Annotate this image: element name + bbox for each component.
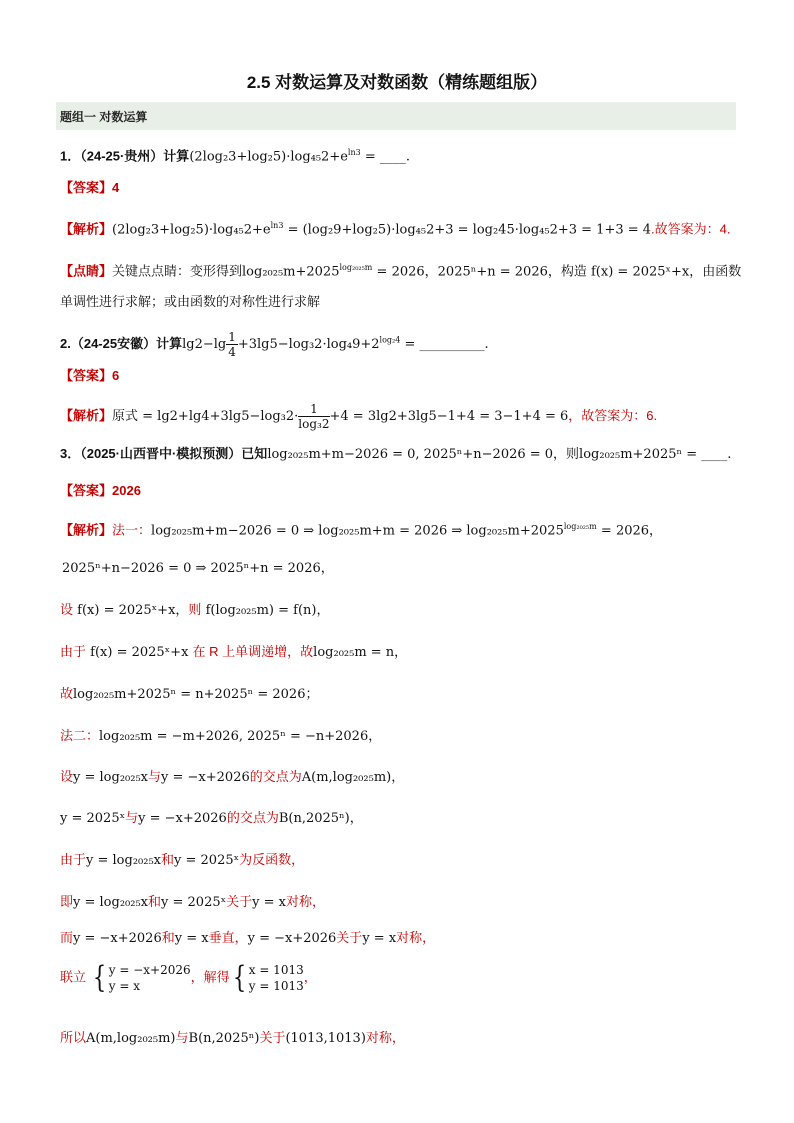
fraction-denominator: 4 — [228, 345, 236, 359]
analysis-3-method-1-line-2 — [62, 558, 334, 579]
m2-line-4-e: 为反函数， — [239, 852, 305, 867]
analysis-tag: 【解析】 — [60, 221, 113, 237]
m1-line-3-a: 设 — [60, 602, 74, 617]
question-2 — [60, 330, 489, 359]
comment-tag: 【点睛】 — [60, 263, 113, 279]
m2-line-2-a: 设 — [60, 769, 74, 784]
m2-line-8-f: (1013,1013) — [285, 1031, 366, 1046]
m2-line-3-a: y = 2025ˣ — [60, 811, 126, 826]
system-eq-2: y = x — [108, 979, 140, 993]
answer-tag: 【答案】 — [60, 483, 113, 498]
analysis-expr-a: 原式 = lg2+lg4+3lg5−log₃2· — [112, 408, 299, 424]
m2-line-5-f: y = x — [252, 895, 286, 910]
analysis-3-method-2-line-2 — [60, 767, 404, 788]
m2-line-3-d: 的交点为 — [226, 810, 279, 825]
m1-line-1: log₂₀₂₅m+m−2026 = 0 ⇒ log₂₀₂₅m+m = 2026 ⇒ log₂₀₂₅m+2025 — [151, 523, 564, 539]
answer-3 — [60, 481, 141, 501]
m2-line-4-b: y = log₂₀₂₅x — [86, 853, 162, 868]
m1-line-4-a: 由于 — [60, 644, 87, 659]
question-2-fraction — [226, 330, 238, 359]
fraction-numerator: 1 — [298, 402, 329, 417]
m2-line-6-h: y = x — [362, 931, 397, 946]
m2-line-4-c: 和 — [161, 852, 175, 867]
m2-line-6-e: 垂直， — [208, 930, 248, 945]
fraction-numerator: 1 — [228, 330, 236, 344]
answer-value: 6 — [112, 368, 120, 383]
m2-line-8-e: 关于 — [259, 1030, 286, 1045]
analysis-2 — [60, 402, 657, 431]
method-2-label: 法二： — [60, 728, 100, 743]
m1-line-1-end: = 2026， — [596, 523, 663, 539]
m1-line-1-exp: log₂₀₂₅m — [563, 522, 597, 531]
m2-line-3-b: 与 — [125, 810, 139, 825]
m2-line-3-c: y = −x+2026 — [138, 811, 227, 826]
analysis-1 — [60, 216, 731, 240]
system-brace: { — [92, 960, 106, 995]
m1-line-4-c: 在 R 上单调递增，故 — [192, 644, 314, 659]
answer-1 — [60, 178, 119, 198]
m2-line-2-d: y = −x+2026 — [161, 770, 250, 785]
m2-line-6-a: 而 — [60, 930, 74, 945]
m2-line-2-f: A(m,log₂₀₂₅m)， — [301, 770, 405, 785]
fraction-denominator: log₃2 — [298, 417, 330, 431]
comment-1-line-2 — [60, 292, 320, 312]
question-1 — [60, 143, 410, 167]
analysis-3-method-2-line-8 — [60, 1028, 405, 1049]
m2-line-8-b: A(m,log₂₀₂₅m) — [86, 1031, 176, 1046]
m2-line-6-g: 关于 — [336, 930, 363, 945]
m1-line-4-d: log₂₀₂₅m = n， — [313, 645, 408, 660]
m1-line-2: 2025ⁿ+n−2026 = 0 ⇒ 2025ⁿ+n = 2026， — [62, 561, 334, 576]
analysis-3-method-1-line-3 — [60, 600, 330, 621]
question-1-exp: ln3 — [347, 148, 361, 157]
m2-line-2-e: 的交点为 — [249, 769, 302, 784]
page-title: 2.5 对数运算及对数函数（精练题组版） — [246, 73, 548, 92]
section-header — [56, 102, 736, 130]
system-eq-1: y = −x+2026 — [108, 963, 191, 977]
m1-line-3-c: 则 — [188, 602, 202, 617]
question-2-prefix: 2.（24-25安徽）计算 — [60, 335, 183, 351]
analysis-tag: 【解析】 — [60, 522, 113, 538]
m2-line-5-a: 即 — [60, 894, 74, 909]
analysis-3-method-2-line-4 — [60, 850, 304, 871]
answer-tag: 【答案】 — [60, 368, 113, 383]
m2-line-8-g: 对称， — [365, 1030, 405, 1045]
answer-value: 4 — [112, 180, 120, 195]
analysis-mid: = (log₂9+log₂5)·log₄₅2+3 = log₂45·log₄₅2+3 = 1+3 = 4 — [283, 222, 652, 238]
m2-line-6-i: 对称， — [396, 930, 436, 945]
m1-line-3-d: f(log₂₀₂₅m) = f(n)， — [201, 603, 330, 618]
question-2-tail: = __________. — [400, 336, 489, 352]
analysis-fraction — [298, 402, 329, 431]
analysis-tag: 【解析】 — [60, 407, 113, 423]
m2-line-7-c: ， — [303, 969, 317, 985]
m1-line-5-b: log₂₀₂₅m+2025ⁿ = n+2025ⁿ = 2026； — [73, 687, 319, 702]
answer-tag: 【答案】 — [60, 180, 113, 195]
m2-line-7-a: 联立 — [60, 969, 87, 985]
analysis-3-method-1-line-4 — [60, 642, 407, 663]
analysis-end: ，故答案为：6. — [568, 407, 658, 423]
analysis-3-method-1-line-5 — [60, 684, 318, 705]
analysis-3-method-2-line-5 — [60, 892, 325, 913]
m2-line-4-a: 由于 — [60, 852, 87, 867]
m2-line-2-b: y = log₂₀₂₅x — [73, 770, 149, 785]
m2-line-8-d: B(n,2025ⁿ) — [188, 1031, 260, 1046]
analysis-end: .故答案为：4. — [651, 221, 731, 237]
solution-y: y = 1013 — [248, 979, 304, 993]
m2-line-5-d: y = 2025ˣ — [161, 895, 227, 910]
m1-line-3-b: f(x) = 2025ˣ+x， — [73, 603, 189, 618]
answer-value: 2026 — [112, 483, 141, 498]
m2-line-8-a: 所以 — [60, 1030, 87, 1045]
analysis-expr-b: +4 = 3lg2+3lg5−1+4 = 3−1+4 = 6 — [329, 408, 569, 424]
m2-line-5-c: 和 — [148, 894, 162, 909]
comment-text-1: 关键点点睛：变形得到log₂₀₂₅m+2025 — [112, 264, 340, 280]
solution-brace: { — [232, 960, 246, 995]
m2-line-7-b: ，解得 — [190, 969, 230, 985]
solution-x: x = 1013 — [248, 963, 304, 977]
m2-line-6-c: 和 — [161, 930, 175, 945]
m2-line-4-d: y = 2025ˣ — [174, 853, 240, 868]
m2-line-1: log₂₀₂₅m = −m+2026, 2025ⁿ = −n+2026， — [99, 729, 382, 744]
comment-text-1c: = 2026，2025ⁿ+n = 2026，构造 f(x) = 2025ˣ+x，由函数 — [372, 264, 742, 280]
equation-system — [109, 962, 191, 994]
analysis-3-method-1-line-1 — [60, 517, 662, 541]
m2-line-3-e: B(n,2025ⁿ)， — [278, 811, 363, 826]
question-2-expr-a: lg2−lg — [182, 336, 227, 352]
comment-1-line-1 — [60, 258, 741, 282]
question-3 — [60, 444, 731, 465]
question-1-tail: = ____. — [360, 149, 411, 165]
question-2-exp: log₂4 — [379, 335, 401, 345]
m2-line-5-b: y = log₂₀₂₅x — [73, 895, 149, 910]
analysis-exp: ln3 — [270, 221, 284, 230]
m2-line-6-b: y = −x+2026 — [73, 931, 162, 946]
question-3-prefix: 3．（2025·山西晋中·模拟预测）已知 — [60, 446, 268, 461]
question-1-prefix: 1．（24-25·贵州）计算 — [60, 148, 190, 164]
method-1-label: 法一： — [112, 522, 152, 538]
comment-text-2: 单调性进行求解；或由函数的对称性进行求解 — [60, 294, 321, 309]
question-2-expr-b: +3lg5−log₃2·log₄9+2 — [237, 336, 380, 352]
analysis-3-method-2-line-7 — [60, 962, 317, 994]
m2-line-6-d: y = x — [174, 931, 209, 946]
m2-line-8-c: 与 — [175, 1030, 189, 1045]
m2-line-5-e: 关于 — [226, 894, 253, 909]
analysis-3-method-2-line-3 — [60, 808, 363, 829]
comment-exp: log₂₀₂₅m — [339, 263, 373, 272]
analysis-expr: (2log₂3+log₂5)·log₄₅2+e — [112, 222, 271, 238]
m2-line-6-f: y = −x+2026 — [247, 931, 337, 946]
question-1-expr: (2log₂3+log₂5)·log₄₅2+e — [189, 149, 348, 165]
analysis-3-method-2-line-6 — [60, 928, 435, 949]
question-3-expr: log₂₀₂₅m+m−2026 = 0, 2025ⁿ+n−2026 = 0，则log₂₀₂₅m+2025ⁿ = ____. — [267, 447, 732, 462]
m2-line-5-g: 对称， — [286, 894, 326, 909]
analysis-3-method-2-line-1 — [60, 726, 381, 747]
m1-line-4-b: f(x) = 2025ˣ+x — [86, 645, 193, 660]
answer-2 — [60, 366, 119, 386]
section-label: 题组一 对数运算 — [60, 110, 148, 124]
m1-line-5-a: 故 — [60, 686, 74, 701]
m2-line-2-c: 与 — [148, 769, 162, 784]
solution-system — [249, 962, 304, 994]
